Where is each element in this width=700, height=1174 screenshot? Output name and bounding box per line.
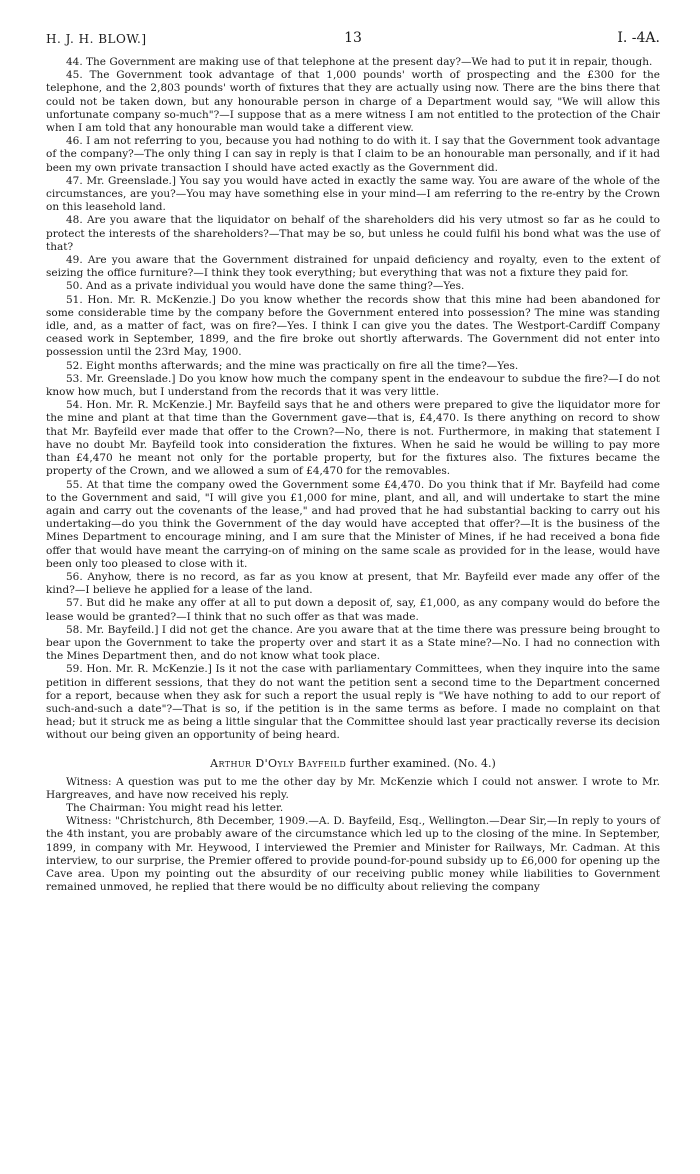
header-witness-name: H. J. H. BLOW.] [46, 32, 147, 46]
page-number: 13 [344, 30, 362, 46]
paragraph-52: 52. Eight months afterwards; and the mine was practically on fire all the time?—Yes. [66, 359, 519, 372]
paragraph-45: 45. The Government took advantage of that 1,000 pounds' worth of prospecting and the £300 for the telephone, and the 2,803 pounds' worth of fixtures that they are actually using now. There are the bins there that could not be taken down, but any honourable person in charge of a Department would say, "We will allow this unfortunate company so-much"?—I suppose that as a mere witness I am not entitled to the protection of the Chair when I am told that any honourable man would take a different view. [46, 69, 660, 135]
subheading-name: Arthur D'Oyly Bayfeild [210, 756, 347, 770]
subheading-rest: further examined. (No. 4.) [346, 756, 496, 770]
paragraph-witness-1: Witness: A question was put to me the other day by Mr. McKenzie which I could not answer. I wrote to Mr. Hargreaves, and have now received his reply. [46, 775, 660, 801]
paragraph-49: 49. Are you aware that the Government distrained for unpaid deficiency and royalty, even to the extent of seizing the office furniture?—I think they took everything; but everything that was not a fixture they paid for. [46, 254, 660, 280]
paragraph-50: 50. And as a private individual you would have done the same thing?—Yes. [66, 280, 465, 293]
page-header [46, 30, 660, 52]
paragraph-55: 55. At that time the company owed the Government some £4,470. Do you think that if Mr. Bayfeild had come to the Government and said, "I will give you £1,000 for mine, plant, and all, and will undertake to start the mine again and carry out the covenants of the lease," and had proved that he had substantial backing to carry out his undertaking—do you think the Government of the day would have accepted that offer?—It is the business of the Mines Department to encourage mining, and I am sure that the Minister of Mines, if he had received a bona fide offer that would have meant the carrying-on of mining on the same scale as provided for in the lease, would have been only too pleased to close with it. [46, 478, 660, 570]
document-page [46, 30, 660, 894]
paragraph-57: 57. But did he make any offer at all to put down a deposit of, say, £1,000, as any company would do before the lease would be granted?—I think that no such offer as that was made. [46, 597, 660, 623]
paragraph-56: 56. Anyhow, there is no record, as far as you know at present, that Mr. Bayfeild ever made any offer of the kind?—I believe he applied for a lease of the land. [46, 570, 660, 597]
document-reference: I. -4A. [617, 30, 660, 46]
paragraph-47: 47. Mr. Greenslade.] You say you would have acted in exactly the same way. You are aware of the whole of the circumstances, are you?—You may have something else in your mind—I am referring to the re-entry by the Crown on this leasehold land. [46, 174, 660, 214]
paragraph-48: 48. Are you aware that the liquidator on behalf of the shareholders did his very utmost so far as he could to protect the interests of the shareholders?—That may be so, but unless he could fulfil his bond what was the use of that? [46, 214, 660, 253]
section-subheading [46, 757, 660, 770]
paragraph-59: 59. Hon. Mr. R. McKenzie.] Is it not the case with parliamentary Committees, when they inquire into the same petition in different sessions, that they do not want the petition sent a second time to the Department concerned for a report, because when they ask for such a report the usual reply is "We have nothing to add to our report of such-and-such a date"?—That is so, if the petition is in the same terms as before. I made no complaint on that head; but it struck me as being a little singular that the Committee should last year practically reverse its decision without our being given an opportunity of being heard. [46, 663, 660, 742]
paragraph-witness-2: Witness: "Christchurch, 8th December, 1909.—A. D. Bayfeild, Esq., Wellington.—Dear Sir,—In reply to yours of the 4th instant, you are probably aware of the circumstance which led up to the closing of the mine. In September, 1899, in company with Mr. Heywood, I interviewed the Premier and Minister for Railways, Mr. Cadman. At this interview, to our surprise, the Premier offered to provide pound-for-pound subsidy up to £6,000 for opening up the Cave area. Upon my pointing out the absurdity of our receiving public money while liabilities to Government remained unmoved, he replied that there would be no difficulty about relieving the company [46, 815, 660, 894]
paragraph-chairman: The Chairman: You might read his letter. [66, 801, 284, 814]
paragraph-54: 54. Hon. Mr. R. McKenzie.] Mr. Bayfeild says that he and others were prepared to give the liquidator more for the mine and plant at that time than the Government gave—that is, £4,470. Is there anything on record to show that Mr. Bayfeild ever made that offer to the Crown?—No, there is not. Furthermore, in making that statement I have no doubt Mr. Bayfeild took into consideration the fixtures. When he said he would be willing to pay more than £4,470 he meant not only for the portable property, but for the fixtures also. The fixtures became the property of the Crown, and we allowed a sum of £4,470 for the removables. [46, 399, 660, 478]
paragraph-46: 46. I am not referring to you, because you had nothing to do with it. I say that the Government took advantage of the company?—The only thing I can say in reply is that I claim to be an honourable man personally, and if it had been my own private transaction I should have acted exactly as the Government did. [46, 135, 660, 174]
body-text [46, 56, 660, 894]
paragraph-58: 58. Mr. Bayfeild.] I did not get the chance. Are you aware that at the time there was pressure being brought to bear upon the Government to take the property over and start it as a State mine?—No. I had no connection with the Mines Department then, and do not know what took place. [46, 623, 660, 663]
paragraph-44: 44. The Government are making use of that telephone at the present day?—We had to put it in repair, though. [66, 56, 653, 68]
paragraph-51: 51. Hon. Mr. R. McKenzie.] Do you know whether the records show that this mine had been abandoned for some considerable time by the company before the Government entered into possession? The mine was standing idle, and, as a matter of fact, was on fire?—Yes. I think I can give you the dates. The Westport-Cardiff Company ceased work in September, 1899, and the fire broke out shortly afterwards. The Government did not enter into possession until the 23rd May, 1900. [46, 293, 660, 359]
paragraph-53: 53. Mr. Greenslade.] Do you know how much the company spent in the endeavour to subdue the fire?—I do not know how much, but I understand from the records that it was very little. [46, 372, 660, 399]
